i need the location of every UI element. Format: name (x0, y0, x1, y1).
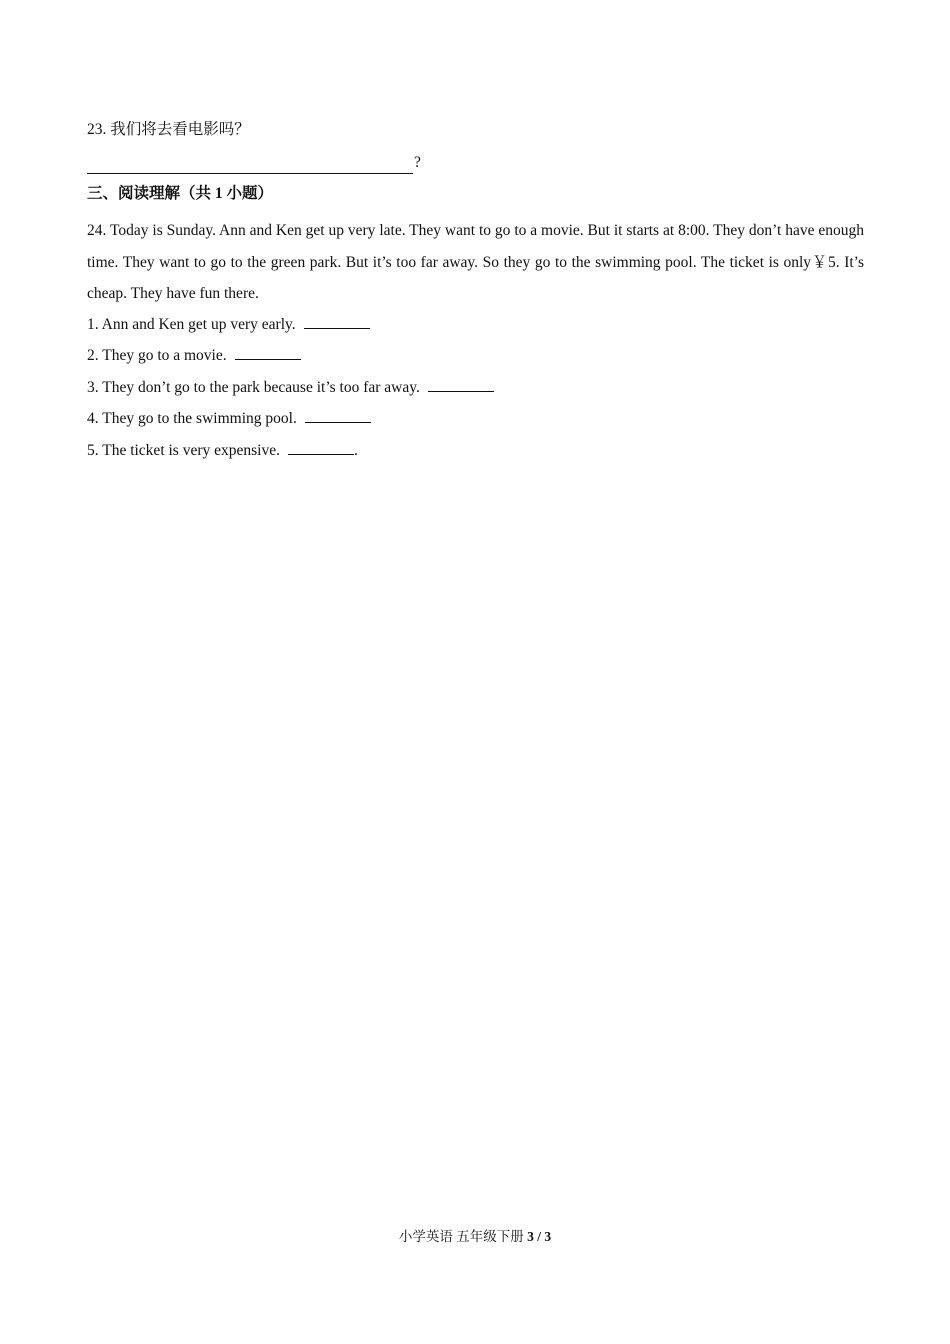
statement-5 (87, 438, 358, 462)
statement-3 (87, 375, 494, 399)
statement-text: 4. They go to the swimming pool. (87, 410, 297, 427)
answer-blank (235, 343, 301, 360)
answer-blank (304, 312, 370, 329)
statement-text: 5. The ticket is very expensive. (87, 442, 280, 459)
question-23-prompt: 23. 我们将去看电影吗？ (87, 121, 250, 138)
statement-1 (87, 312, 370, 336)
reading-passage: 24. Today is Sunday. Ann and Ken get up very late. They want to go to a movie. But it starts at 8:00. They don’t have enough time. They want to go to the green park. But it’s too far away. So they go to the swimming pool. The ticket is only￥5. It’s cheap. They have fun there. (87, 222, 864, 302)
footer-subject: 小学英语 五年级下册 (398, 1229, 524, 1244)
page-footer (0, 1227, 950, 1247)
answer-blank (288, 438, 354, 455)
statement-2 (87, 343, 301, 367)
statement-text: 1. Ann and Ken get up very early. (87, 316, 296, 333)
statement-suffix: . (353, 442, 358, 459)
answer-blank (428, 375, 494, 392)
question-mark: ? (414, 154, 421, 171)
page-number: 3 / 3 (527, 1229, 552, 1244)
section-heading-reading: 三、阅读理解（共 1 小题） (87, 185, 274, 202)
statement-text: 3. They don’t go to the park because it’s too far away. (87, 379, 420, 396)
answer-blank (87, 153, 413, 174)
statement-4 (87, 406, 371, 430)
statement-text: 2. They go to a movie. (87, 347, 227, 364)
answer-blank (305, 406, 371, 423)
answer-line-23 (87, 152, 421, 174)
